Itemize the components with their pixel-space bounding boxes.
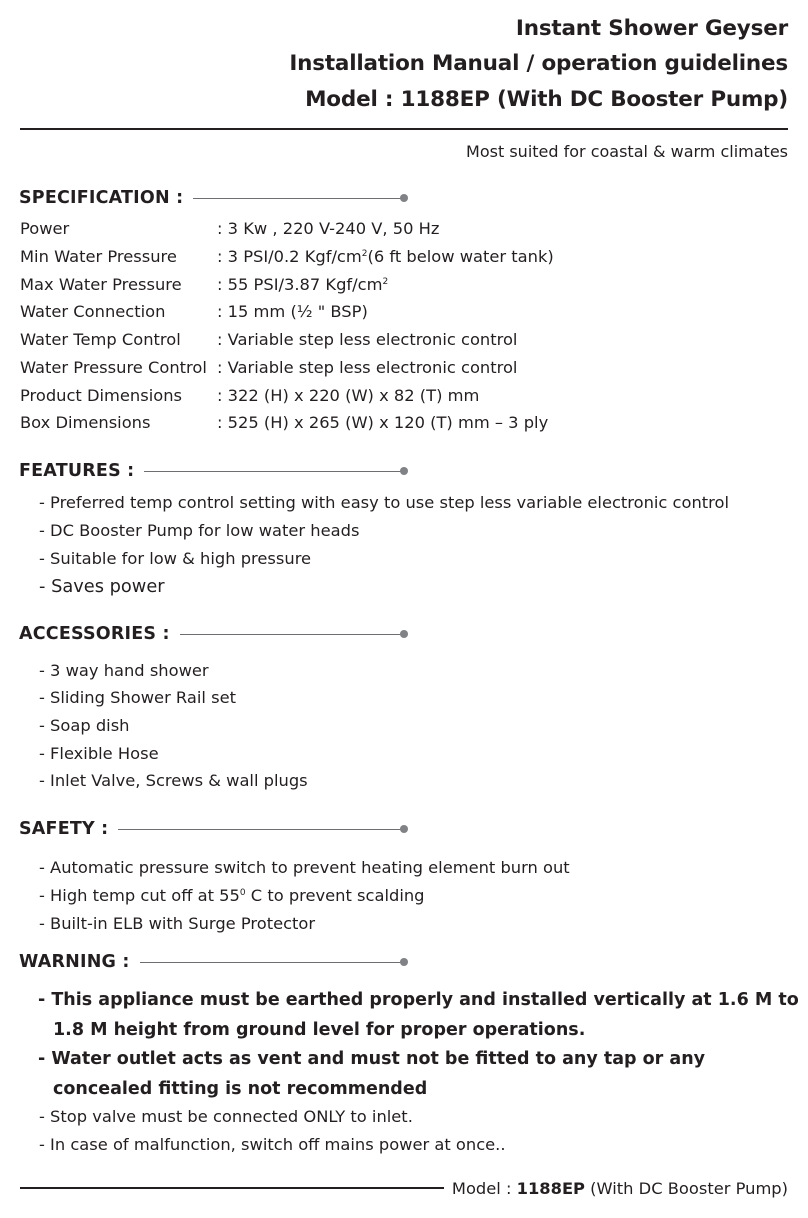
safety-heading-label: SAFETY : [19, 819, 109, 839]
heading-rule [193, 198, 401, 199]
spec-value: : Variable step less electronic control [217, 358, 518, 377]
warning-item: - Stop valve must be connected ONLY to inlet. [39, 1107, 413, 1126]
heading-rule [118, 829, 401, 830]
heading-dot [400, 825, 408, 833]
heading-rule [144, 471, 401, 472]
heading-dot [400, 467, 408, 475]
accessory-item: - Soap dish [39, 716, 130, 735]
spec-label: Power [20, 219, 70, 238]
feature-item: - Saves power [39, 576, 165, 597]
title-manual: Installation Manual / operation guidelines [289, 51, 788, 76]
feature-item: - Suitable for low & high pressure [39, 549, 312, 568]
spec-value: : 3 Kw , 220 V-240 V, 50 Hz [217, 219, 440, 238]
footer [20, 1176, 788, 1200]
title-model: Model : 1188EP (With DC Booster Pump) [305, 87, 788, 112]
spec-label: Water Temp Control [20, 330, 181, 349]
accessory-item: - Sliding Shower Rail set [39, 688, 236, 707]
warning-item-earthing: - This appliance must be earthed properly and installed vertically at 1.6 M to 1.8 M height from ground level for proper operations. [38, 990, 799, 1040]
footer-model: Model : 1188EP (With DC Booster Pump) [451, 1178, 788, 1198]
subtitle: Most suited for coastal & warm climates [466, 142, 788, 161]
safety-item: - High temp cut off at $55^0$ C to prevent scalding [39, 886, 425, 905]
heading-rule [180, 634, 401, 635]
safety-item: - Automatic pressure switch to prevent heating element burn out [39, 858, 570, 877]
accessories-heading [19, 622, 408, 646]
spec-value: : 322 (H) x 220 (W) x 82 (T) mm [217, 386, 480, 405]
spec-label: Min Water Pressure [20, 247, 177, 266]
warning-heading-label: WARNING : [19, 952, 130, 972]
spec-value: : 55 PSI/3.87 Kgf/$cm^2$ [217, 275, 389, 294]
spec-label: Water Pressure Control [20, 358, 207, 377]
header-divider [20, 128, 788, 130]
spec-value: : 15 mm (½ " BSP) [217, 302, 368, 321]
features-heading-label: FEATURES : [19, 461, 135, 481]
spec-value: : 3 PSI/0.2 Kgf/$cm^2(6$ ft below water tank) [217, 247, 554, 266]
spec-value: : Variable step less electronic control [217, 330, 518, 349]
specification-heading [19, 186, 408, 210]
accessory-item: - Flexible Hose [39, 744, 159, 763]
warning-item: - In case of malfunction, switch off mains power at once.. [39, 1135, 506, 1154]
feature-item: - DC Booster Pump for low water heads [39, 521, 360, 540]
spec-label: Max Water Pressure [20, 275, 182, 294]
spec-value: : 525 (H) x 265 (W) x 120 (T) mm – 3 ply [217, 413, 549, 432]
heading-dot [400, 194, 408, 202]
title-product: Instant Shower Geyser [515, 16, 788, 41]
heading-dot [400, 630, 408, 638]
warning-heading [19, 950, 408, 974]
spec-label: Box Dimensions [20, 413, 151, 432]
heading-rule [140, 962, 401, 963]
heading-dot [400, 958, 408, 966]
safety-heading [19, 817, 408, 841]
accessory-item: - 3 way hand shower [39, 661, 209, 680]
accessories-heading-label: ACCESSORIES : [19, 624, 170, 644]
warning-item-vent: - Water outlet acts as vent and must not be fitted to any tap or any concealed fitting is not recommended [38, 1049, 706, 1099]
accessory-item: - Inlet Valve, Screws & wall plugs [39, 771, 308, 790]
feature-item: - Preferred temp control setting with easy to use step less variable electronic control [39, 493, 729, 512]
safety-item: - Built-in ELB with Surge Protector [39, 914, 316, 933]
spec-label: Product Dimensions [20, 386, 183, 405]
specification-heading-label: SPECIFICATION : [19, 188, 184, 208]
footer-rule [20, 1187, 444, 1189]
spec-label: Water Connection [20, 302, 166, 321]
features-heading [19, 459, 408, 483]
